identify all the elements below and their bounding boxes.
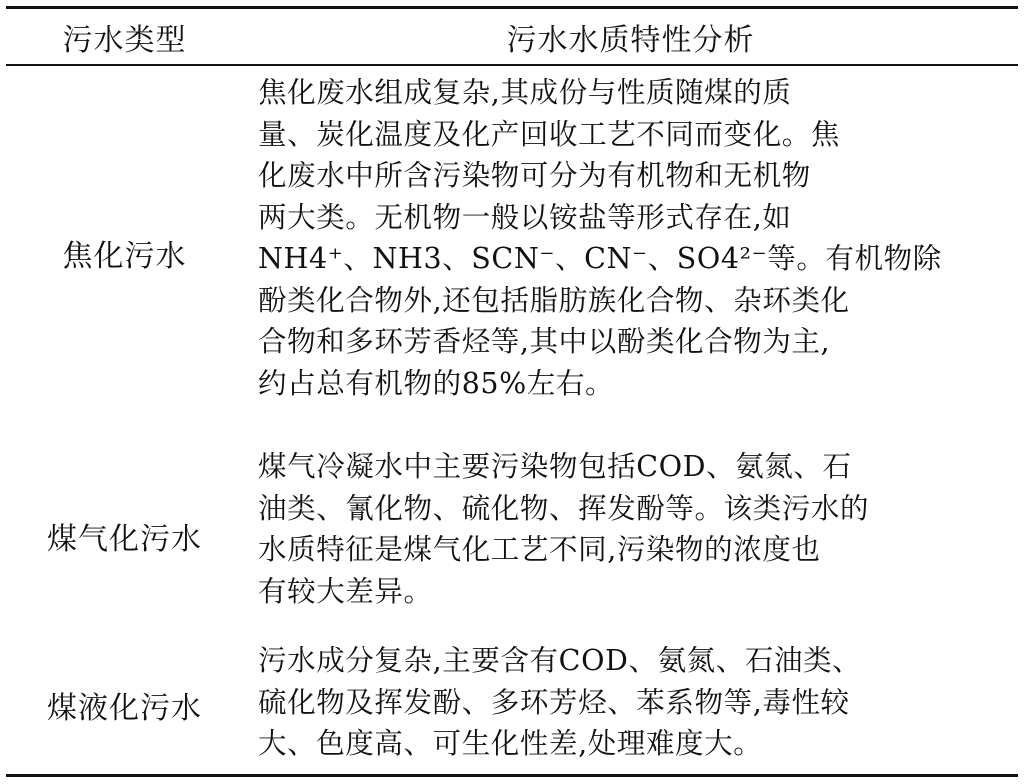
description-line: 有较大差异。 <box>258 574 433 608</box>
table-header-rule <box>6 64 1018 66</box>
header-quality-analysis: 污水水质特性分析 <box>506 22 755 58</box>
description-line: 化废水中所含污染物可分为有机物和无机物 <box>258 159 811 192</box>
description-line: 约占总有机物的85%左右。 <box>258 366 615 400</box>
table-row <box>6 72 1018 434</box>
description-line: NH4⁺、NH3、SCN⁻、CN⁻、SO4²⁻等。有机物除 <box>258 242 942 275</box>
header-wastewater-type: 污水类型 <box>62 22 187 58</box>
table-row <box>6 446 1018 626</box>
description-line: 水质特征是煤气化工艺不同,污染物的浓度也 <box>258 533 821 566</box>
description-line: 硫化物及挥发酚、多环芳烃、苯系物等,毒性较 <box>258 685 850 719</box>
table-bottom-rule <box>6 774 1018 777</box>
row-type-label: 煤液化污水 <box>47 691 202 726</box>
description-line: 两大类。无机物一般以铵盐等形式存在,如 <box>258 200 792 234</box>
description-line: 量、炭化温度及化产回收工艺不同而变化。焦 <box>258 117 841 151</box>
description-line: 污水成分复杂,主要含有COD、氨氮、石油类、 <box>258 644 862 677</box>
row-description <box>258 640 998 765</box>
description-line: 酚类化合物外,还包括脂肪族化合物、杂环类化 <box>258 283 850 317</box>
description-line: 大、色度高、可生化性差,处理难度大。 <box>258 727 763 760</box>
row-description <box>258 446 998 612</box>
description-line: 油类、氰化物、硫化物、挥发酚等。该类污水的 <box>258 491 870 525</box>
row-type-label: 焦化污水 <box>62 239 187 274</box>
description-line: 焦化废水组成复杂,其成份与性质随煤的质 <box>258 76 792 109</box>
row-description <box>258 72 998 404</box>
description-line: 煤气冷凝水中主要污染物包括COD、氨氮、石 <box>258 450 852 483</box>
row-type-label: 煤气化污水 <box>47 522 202 557</box>
table-row <box>6 640 1018 770</box>
description-line: 合物和多环芳香烃等,其中以酚类化合物为主, <box>258 325 831 358</box>
